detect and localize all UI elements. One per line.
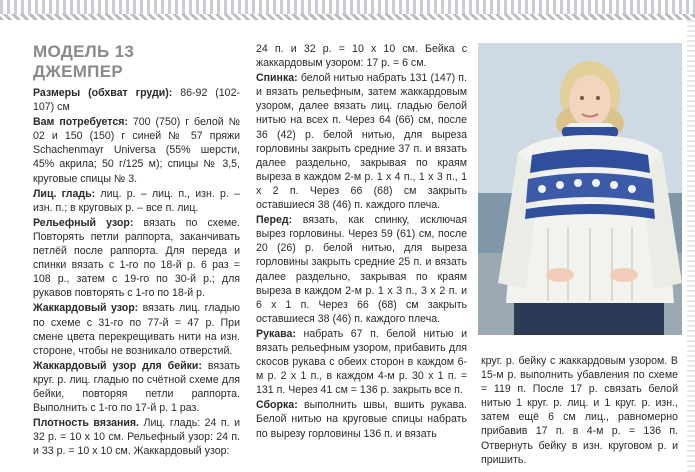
paragraph-heading: Размеры (обхват груди): <box>33 87 173 99</box>
paragraph <box>33 359 240 415</box>
paragraph-text: вязать лиц. гладью по схеме с 31-го по 77-й = 47 р. При смене цвета перекрещивать нити на изн. стороне, чтобы не возникало отверстий. <box>33 302 240 357</box>
text-column-3 <box>481 354 678 468</box>
page-title <box>33 42 134 82</box>
paragraph-text: вязать круг. р. лиц. гладью по счётной схеме для бейки, повторяя петли раппорта. Выполнить с 1-го по 17-й р. 1 раз. <box>33 359 240 415</box>
text-column-2 <box>256 42 467 442</box>
paragraph-heading: Спинка: <box>256 72 298 85</box>
paragraph-text: круг. р. бейку с жаккардовым узором. В 15-м р. выполнить убавления по схеме = 119 п. После 17 р. связать белой нитью 1 круг. р. лиц. и 1 круг. р. изн., затем ещё 6 см лиц., равномерно прибавив 17 п. в 4-м р. = 136 п. Отвернуть бейку в изн. круговом р. и пришить. <box>481 355 678 466</box>
decorative-right-border <box>687 20 695 472</box>
paragraph <box>33 416 240 458</box>
paragraph <box>33 115 240 185</box>
paragraph-heading: Рельефный узор: <box>33 216 134 229</box>
paragraph-text: 700 (750) г белой № 02 и 150 (150) г синей № 57 пряжи Schachenmayr Universa (55% шерсти, 45% акрила; 50 г/125 м); спицы № 3,5, круговые спицы № 3. <box>33 116 240 185</box>
paragraph-text: выполнить швы, вшить рукава. Белой нитью на круговые спицы набрать по вырезу горловины 136 п. и вязать <box>256 399 467 440</box>
text-column-1 <box>33 86 240 459</box>
paragraph-heading: Вам потребуется: <box>33 116 128 129</box>
paragraph-heading: Жаккардовый узор для бейки: <box>33 359 202 372</box>
paragraph-heading: Рукава: <box>256 327 296 340</box>
paragraph <box>33 301 240 357</box>
paragraph-heading: Плотность вязания. <box>33 417 140 430</box>
garment-name: ДЖЕМПЕР <box>33 62 123 81</box>
paragraph-text: набрать 67 п. белой нитью и вязать рельефным узором, прибавить для скосов рукава с обеих сторон в каждом 6-м р. 2 х 1 п., в каждом 4-м р. 30 х 1 п. = 131 п. Через 41 см = 136 р. закрыть все п. <box>256 327 467 397</box>
paragraph-text: вязать по схеме. Повторять петли раппорта, заканчивать петлёй после раппорта. Для переда и спинки вязать с 1-го по 18-й р. 6 раз = 108 р., затем с 19-го по 30-й р.; для рукавов повторять с 1-го по 18-й р. <box>33 216 240 300</box>
paragraph <box>256 327 467 397</box>
paragraph-text: 86-92 (102-107) см <box>33 87 240 114</box>
paragraph <box>33 216 240 301</box>
paragraph <box>33 187 240 215</box>
paragraph-text: 24 п. и 32 р. = 10 х 10 см. Бейка с жаккардовым узором: 17 р. = 6 см. <box>256 43 467 70</box>
paragraph-text: вязать, как спинку, исключая вырез горловины. Через 59 (61) см, после 20 (26) р. белой нитью, для выреза горловины закрыть средние 25 п. и вязать далее раздельно, закрывая по краям выреза в каждом 2-м р. 1 х 3 п., 3 х 2 п. и 6 х 1 п. Через 66 (68) см закрыть оставшиеся 38 (46) п. каждого плеча. <box>256 214 467 325</box>
model-number: МОДЕЛЬ 13 <box>33 42 135 61</box>
paragraph <box>481 354 678 467</box>
woman-in-jacquard-sweater-illustration <box>478 43 682 335</box>
paragraph-heading: Лиц. гладь: <box>33 187 96 200</box>
paragraph-text: Лиц. гладь: 24 п. и 32 р. = 10 х 10 см. Рельефный узор: 24 п. и 33 р. = 10 х 10 см. Жаккардовый узор: <box>33 417 240 458</box>
paragraph <box>256 42 467 70</box>
paragraph-text: белой нитью набрать 131 (147) п. и вязать рельефным, затем жаккардовым узором, далее вязать лиц. гладью белой нитью на всех п. Через 64 (66) см, после 36 (42) р. белой нитью, для выреза горловины закрыть средние 37 п. и вязать далее раздельно, закрывая по краям выреза в каждом 2-м р. 1 х 4 п., 1 х 3 п., 1 х 2 п. Через 66 (68) см закрыть оставшиеся 38 (46) п. каждого плеча. <box>256 72 467 212</box>
paragraph <box>256 71 467 212</box>
model-photo <box>478 43 682 335</box>
paragraph-heading: Сборка: <box>256 399 298 412</box>
paragraph <box>33 86 240 114</box>
paragraph <box>256 398 467 440</box>
paragraph-heading: Перед: <box>256 214 293 227</box>
decorative-top-border <box>0 0 695 20</box>
paragraph-heading: Жаккардовый узор: <box>33 302 139 315</box>
paragraph-text: лиц. р. – лиц. п., изн. р. – изн. п.; в круговых р. – все п. лиц. <box>33 187 240 214</box>
paragraph <box>256 213 467 326</box>
